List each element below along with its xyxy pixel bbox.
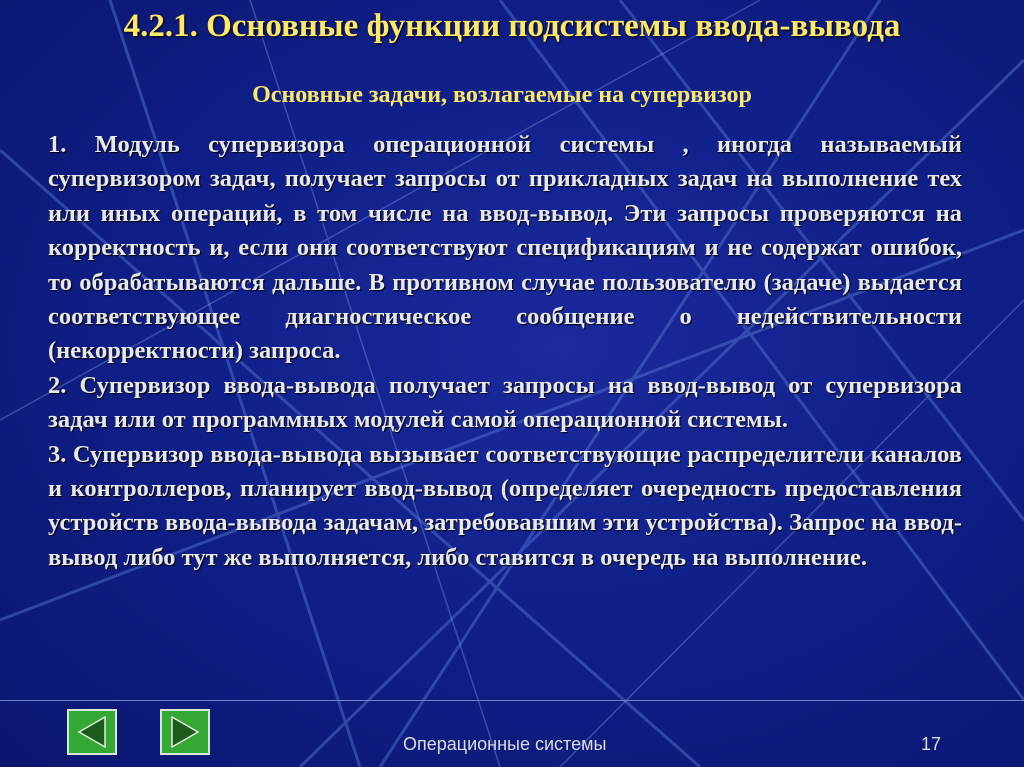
previous-slide-button[interactable] <box>67 709 117 755</box>
footer-divider <box>0 700 1024 701</box>
paragraph-1: 1. Модуль супервизора операционной системы , иногда называемый супервизором задач, получает запросы от прикладных задач на выполнение тех или иных операций, в том числе на ввод-вывод. Эти запросы проверяются на корректность и, если они соответствуют спецификациям и не содержат ошибок, то обрабатываются дальше. В противном случае пользователю (задаче) выдается соответствующее диагностическое сообщение о недействительности (некорректности) запроса. <box>48 131 962 365</box>
footer-course-title: Операционные системы <box>403 734 607 754</box>
slide-title: 4.2.1. Основные функции подсистемы ввода-вывода <box>123 8 901 44</box>
arrow-left-icon <box>69 711 115 753</box>
arrow-right-icon <box>162 711 208 753</box>
slide-subtitle: Основные задачи, возлагаемые на супервизор <box>252 82 752 108</box>
slide-body <box>48 128 962 575</box>
paragraph-2: 2. Супервизор ввода-вывода получает запросы на ввод-вывод от супервизора задач или от программных модулей самой операционной системы. <box>48 371 962 434</box>
next-slide-button[interactable] <box>160 709 210 755</box>
paragraph-3: 3. Супервизор ввода-вывода вызывает соответствующие распределители каналов и контроллеров, планирует ввод-вывод (определяет очередность предоставления устройств ввода-вывода задачам, затребовавшим эти устройства). Запрос на ввод-вывод либо тут же выполняется, либо ставится в очередь на выполнение. <box>48 440 962 571</box>
page-number: 17 <box>921 734 942 754</box>
